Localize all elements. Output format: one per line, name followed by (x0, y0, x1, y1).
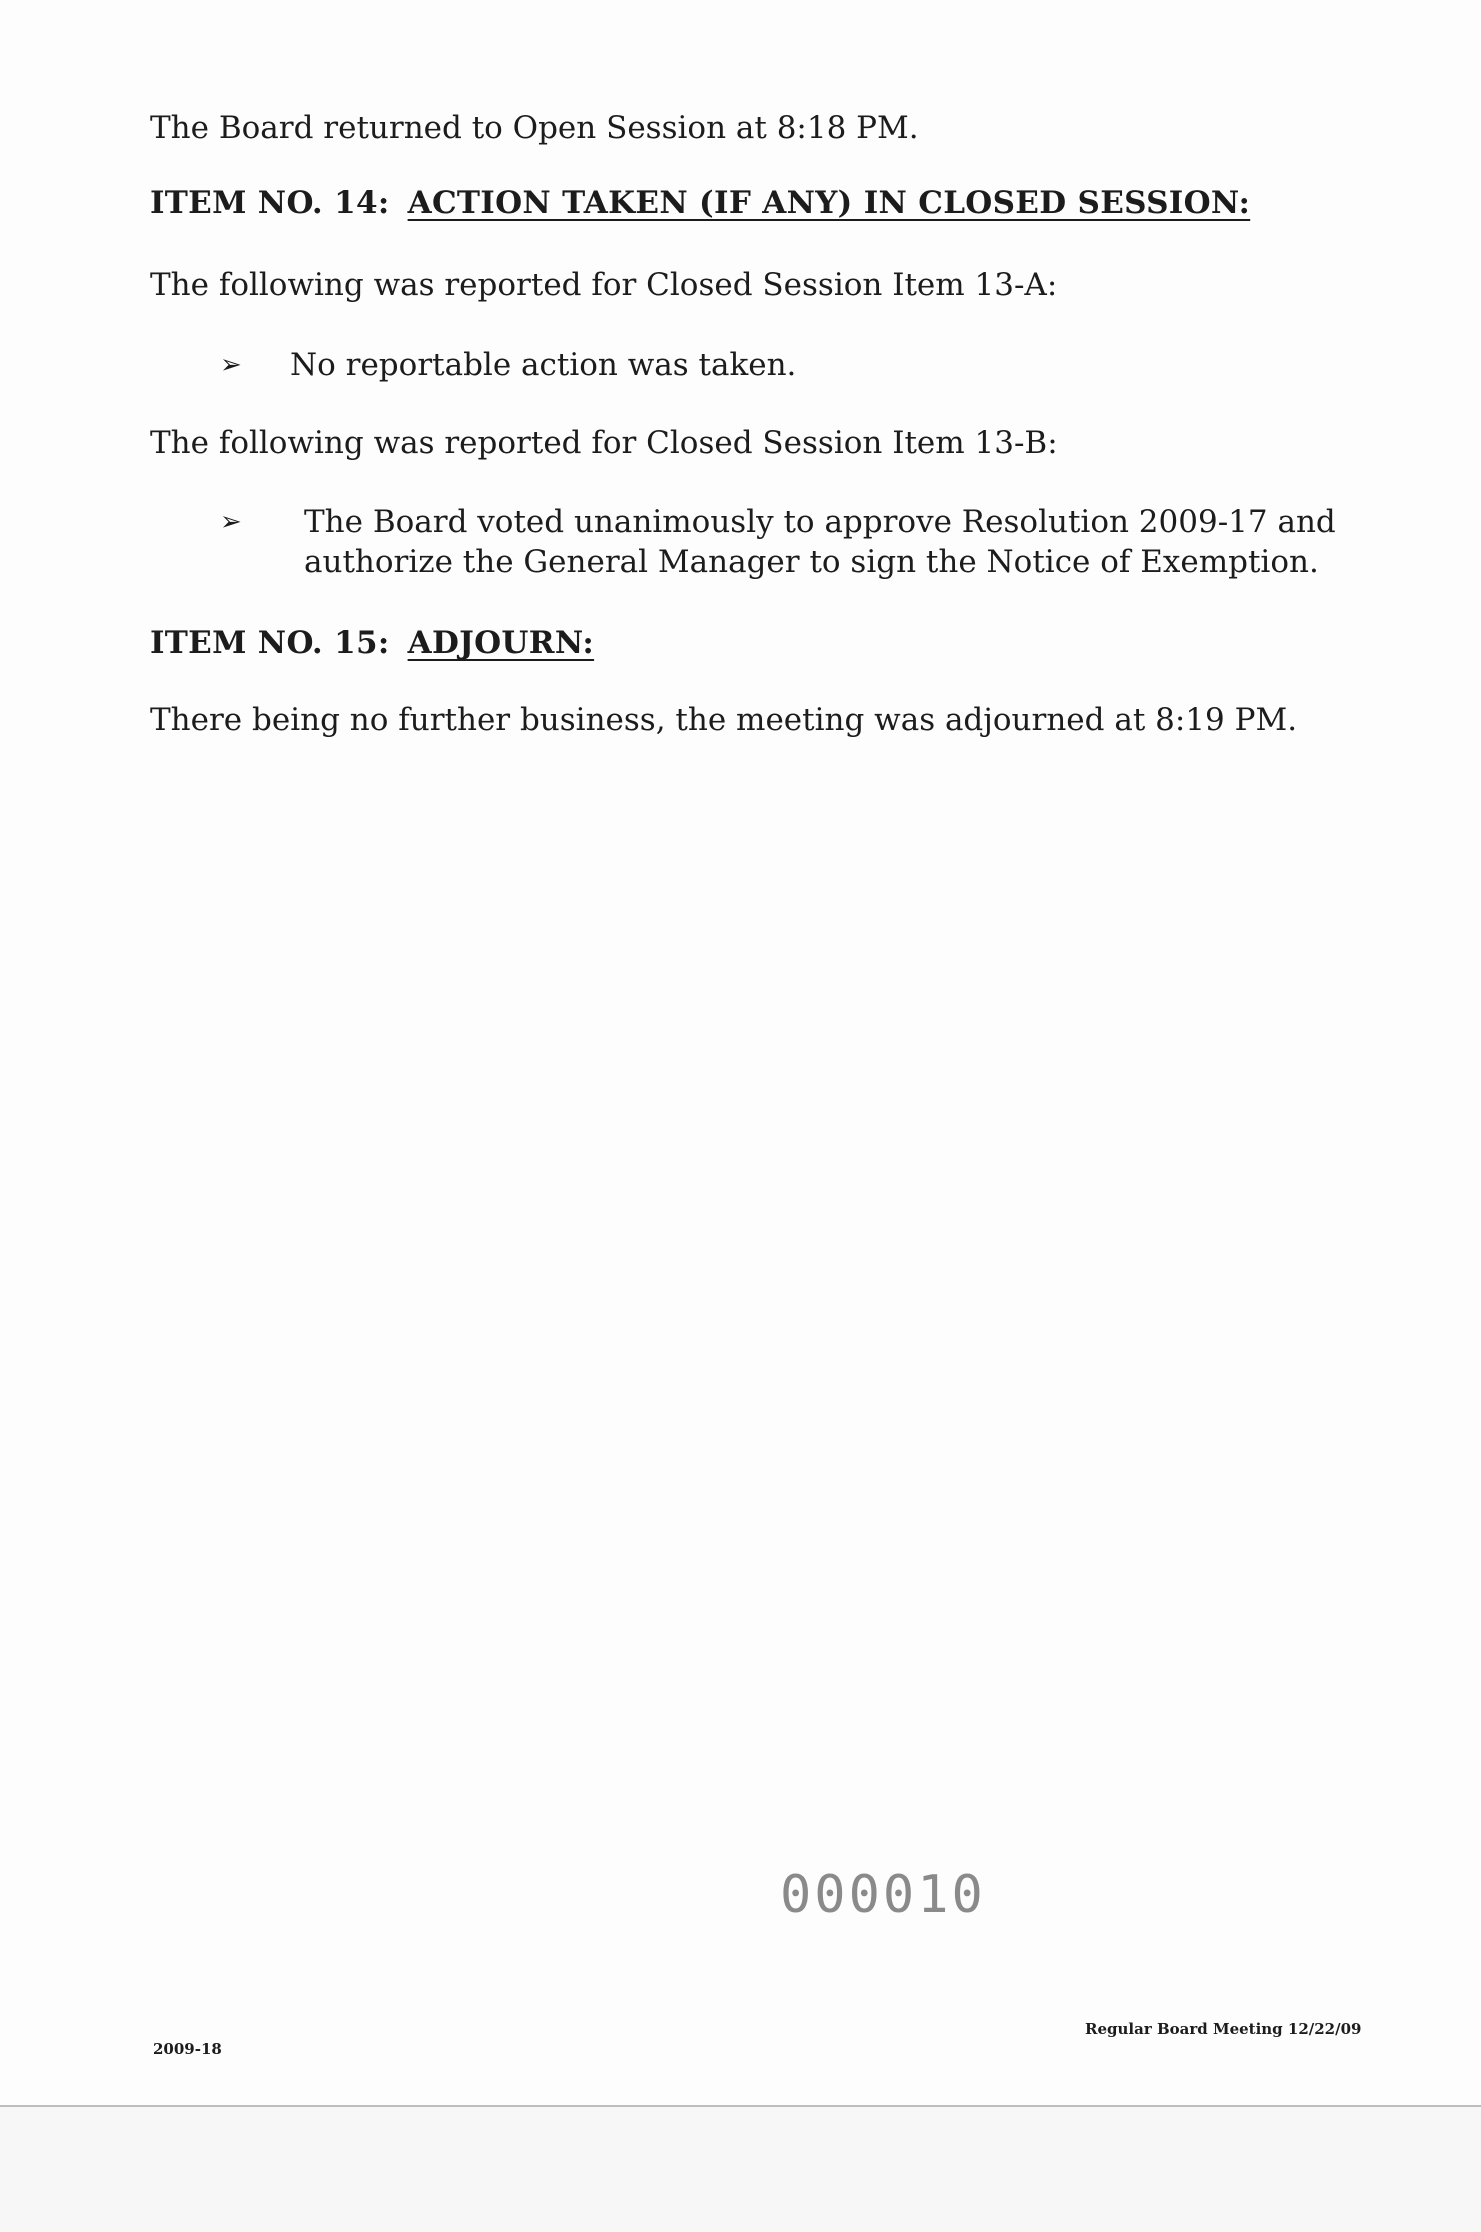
open-session-text: The Board returned to Open Session at 8:18 PM. (150, 110, 919, 146)
adjourn-text: There being no further business, the meeting was adjourned at 8:19 PM. (150, 702, 1298, 738)
page-number-stamp: 000010 (780, 1865, 986, 1925)
bullet-13b (220, 502, 1336, 582)
bullet-13b-text: The Board voted unanimously to approve Resolution 2009-17 and authorize the General Manager to sign the Notice of Exemption. (304, 504, 1336, 580)
arrow-bullet-icon: ➢ (220, 507, 242, 537)
item-14-heading (150, 185, 1250, 221)
report-13b-text: The following was reported for Closed Session Item 13-B: (150, 425, 1058, 461)
item-14-title: ACTION TAKEN (IF ANY) IN CLOSED SESSION: (407, 185, 1251, 221)
scan-margin (0, 2107, 1481, 2232)
item-14-label: ITEM NO. 14: (150, 185, 390, 221)
item-15-title: ADJOURN: (407, 625, 595, 661)
footer-meeting-label: Regular Board Meeting 12/22/09 (1085, 2020, 1362, 2038)
item-15-label: ITEM NO. 15: (150, 625, 390, 661)
item-15-heading (150, 625, 594, 661)
arrow-bullet-icon: ➢ (220, 350, 242, 380)
bullet-13a-text: No reportable action was taken. (290, 347, 797, 383)
report-13a-text: The following was reported for Closed Session Item 13-A: (150, 267, 1058, 303)
footer-document-number: 2009-18 (153, 2040, 222, 2058)
bullet-13a (220, 345, 796, 385)
